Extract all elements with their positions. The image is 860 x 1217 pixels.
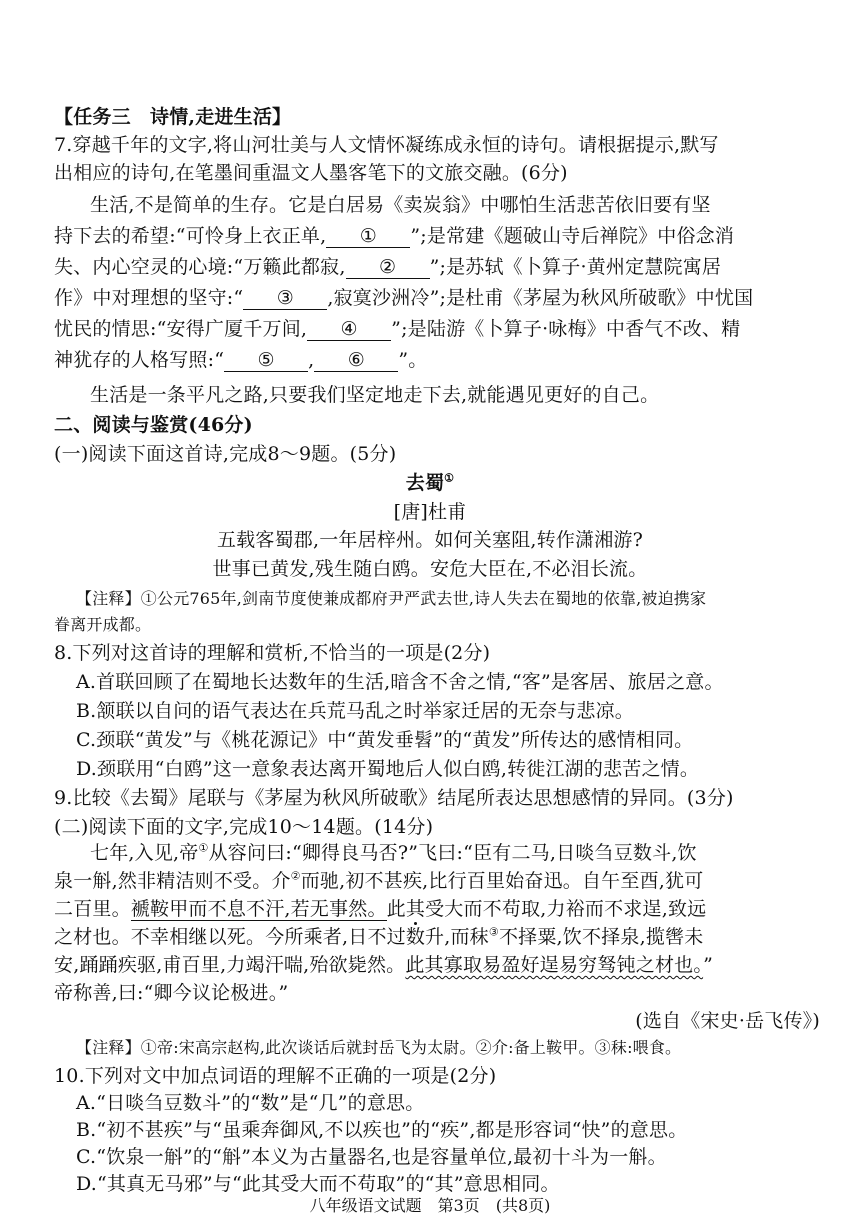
- text: 失、内心空灵的心境:“万籁此都寂,: [54, 256, 346, 278]
- q7-stem-line2: 出相应的诗句,在笔墨间重温文人墨客笔下的文旅交融。(6分): [54, 162, 568, 184]
- fill-blank-4[interactable]: ④: [307, 318, 391, 341]
- text: 受大而不苟取,力裕而不求逞,致远: [425, 898, 707, 920]
- q10-option-d[interactable]: D.“其真无马邪”与“此其受大而不苟取”的“其”意思相同。: [76, 1173, 560, 1195]
- subsection2-heading: (二)阅读下面的文字,完成10～14题。(14分): [54, 816, 434, 838]
- page-footer: 八年级语文试题 第3页 (共8页): [309, 1196, 551, 1215]
- text: ”。: [398, 349, 428, 371]
- text: 从容问曰:“卿得良马否?”飞曰:“臣有二马,日啖刍豆数斗,饮: [208, 842, 697, 864]
- fill-blank-6[interactable]: ⑥: [314, 349, 398, 372]
- q7-para-line6: [54, 347, 820, 373]
- fill-blank-2[interactable]: ②: [346, 256, 430, 279]
- passage-line6: 帝称善,曰:“卿今议论极进。”: [54, 982, 289, 1004]
- passage-line5: [54, 952, 820, 978]
- dotted-word: 其: [405, 898, 426, 920]
- q7-para-line2: [54, 223, 820, 249]
- q7-para-line4: [54, 285, 820, 311]
- passage-source: (选自《宋史·岳飞传》): [635, 1010, 820, 1032]
- q8-stem: 8.下列对这首诗的理解和赏析,不恰当的一项是(2分): [54, 642, 491, 664]
- passage-line1: [90, 840, 820, 866]
- q10-stem: 10.下列对文中加点词语的理解不正确的一项是(2分): [54, 1065, 497, 1087]
- task3-heading: 【任务三 诗情,走进生活】: [54, 106, 292, 128]
- text: ,寂寞沙洲冷”;是杜甫《茅屋为秋风所破歌》中忧国: [327, 287, 754, 309]
- text: ,: [308, 349, 315, 371]
- fill-blank-1[interactable]: ①: [326, 225, 410, 248]
- text: 之材也。不幸相继以死。今所乘者,日不过数升,而秣: [54, 926, 489, 948]
- poem-line1: 五载客蜀郡,一年居梓州。如何关塞阻,转作潇湘游?: [216, 529, 644, 551]
- passage-line4: [54, 924, 820, 950]
- q7-para-line5: [54, 316, 820, 342]
- passage-line2: [54, 868, 820, 894]
- underlined-sentence: 褫鞍甲而不息不汗,若无事然。: [130, 898, 387, 920]
- poem-note-marker: ①: [444, 471, 455, 485]
- section2-heading: 二、阅读与鉴赏(46分): [54, 414, 253, 436]
- poem-author: [唐]杜甫: [393, 501, 467, 523]
- note-marker-3: ③: [488, 925, 499, 939]
- q7-para-line1: 生活,不是简单的生存。它是白居易《卖炭翁》中哪怕生活悲苦依旧要有坚: [90, 194, 711, 216]
- text: 神犹存的人格写照:“: [54, 349, 225, 371]
- text: ”;是苏轼《卜算子·黄州定慧院寓居: [429, 256, 722, 278]
- q10-option-b[interactable]: B.“初不甚疾”与“虽乘奔御风,不以疾也”的“疾”,都是形容词“快”的意思。: [76, 1119, 688, 1141]
- q7-para-line3: [54, 254, 820, 280]
- q7-para-closing: 生活是一条平凡之路,只要我们坚定地走下去,就能遇见更好的自己。: [90, 384, 660, 406]
- q10-option-c[interactable]: C.“饮泉一斛”的“斛”本义为古量器名,也是容量单位,最初十斗为一斛。: [76, 1146, 667, 1168]
- text: 而驰,初不甚疾,比行百里始奋迅。自午至酉,犹可: [300, 870, 704, 892]
- passage-notes: 【注释】①帝:宋高宗赵构,此次谈话后就封岳飞为太尉。②介:备上鞍甲。③秣:喂食。: [76, 1038, 682, 1057]
- wavy-underlined-sentence: 此其寡取易盈好逞易穷驽钝之材也。: [405, 954, 704, 976]
- poem-note-line2: 眷离开成都。: [54, 615, 152, 634]
- text: 持下去的希望:“可怜身上衣正单,: [54, 225, 327, 247]
- q9-stem: 9.比较《去蜀》尾联与《茅屋为秋风所破歌》结尾所表达思想感情的异同。(3分): [54, 787, 734, 809]
- q8-option-a[interactable]: A.首联回顾了在蜀地长达数年的生活,暗含不舍之情,“客”是客居、旅居之意。: [76, 671, 724, 693]
- text: ”;是陆游《卜算子·咏梅》中香气不改、精: [391, 318, 741, 340]
- poem-line2: 世事已黄发,残生随白鸥。安危大臣在,不必泪长流。: [212, 558, 648, 580]
- q8-option-c[interactable]: C.颈联“黄发”与《桃花源记》中“黄发垂髫”的“黄发”所传达的感情相同。: [76, 729, 694, 751]
- text: 此: [386, 898, 406, 920]
- q8-option-b[interactable]: B.颔联以自问的语气表达在兵荒马乱之时举家迁居的无奈与悲凉。: [76, 700, 635, 722]
- text: ”: [703, 954, 713, 976]
- poem-title-text: 去蜀: [405, 472, 445, 494]
- note-marker-1: ①: [198, 841, 209, 855]
- text: 作》中对理想的坚守:“: [54, 287, 244, 309]
- subsection1-heading: (一)阅读下面这首诗,完成8～9题。(5分): [54, 443, 397, 465]
- text: 七年,入见,帝: [90, 842, 199, 864]
- q8-option-d[interactable]: D.颈联用“白鸥”这一意象表达离开蜀地后人似白鸥,转徙江湖的悲苦之情。: [76, 758, 700, 780]
- text: 不择粟,饮不择泉,揽辔未: [498, 926, 704, 948]
- note-marker-2: ②: [290, 869, 301, 883]
- text: ”;是常建《题破山寺后禅院》中俗念消: [410, 225, 735, 247]
- text: 二百里。: [54, 898, 131, 920]
- q10-option-a[interactable]: A.“日啖刍豆数斗”的“数”是“几”的意思。: [76, 1092, 425, 1114]
- text: 泉一斛,然非精洁则不受。介: [54, 870, 291, 892]
- passage-line3: [54, 896, 820, 922]
- text: 忧民的情思:“安得广厦千万间,: [54, 318, 308, 340]
- fill-blank-5[interactable]: ⑤: [224, 349, 308, 372]
- q7-stem-line1: 7.穿越千年的文字,将山河壮美与人文情怀凝练成永恒的诗句。请根据提示,默写: [54, 134, 719, 156]
- text: 安,踊踊疾驱,甫百里,力竭汗喘,殆欲毙然。: [54, 954, 406, 976]
- poem-note-line1: 【注释】①公元765年,剑南节度使兼成都府尹严武去世,诗人失去在蜀地的依靠,被迫携家: [76, 589, 707, 608]
- poem-title: [0, 470, 860, 496]
- fill-blank-3[interactable]: ③: [243, 287, 327, 310]
